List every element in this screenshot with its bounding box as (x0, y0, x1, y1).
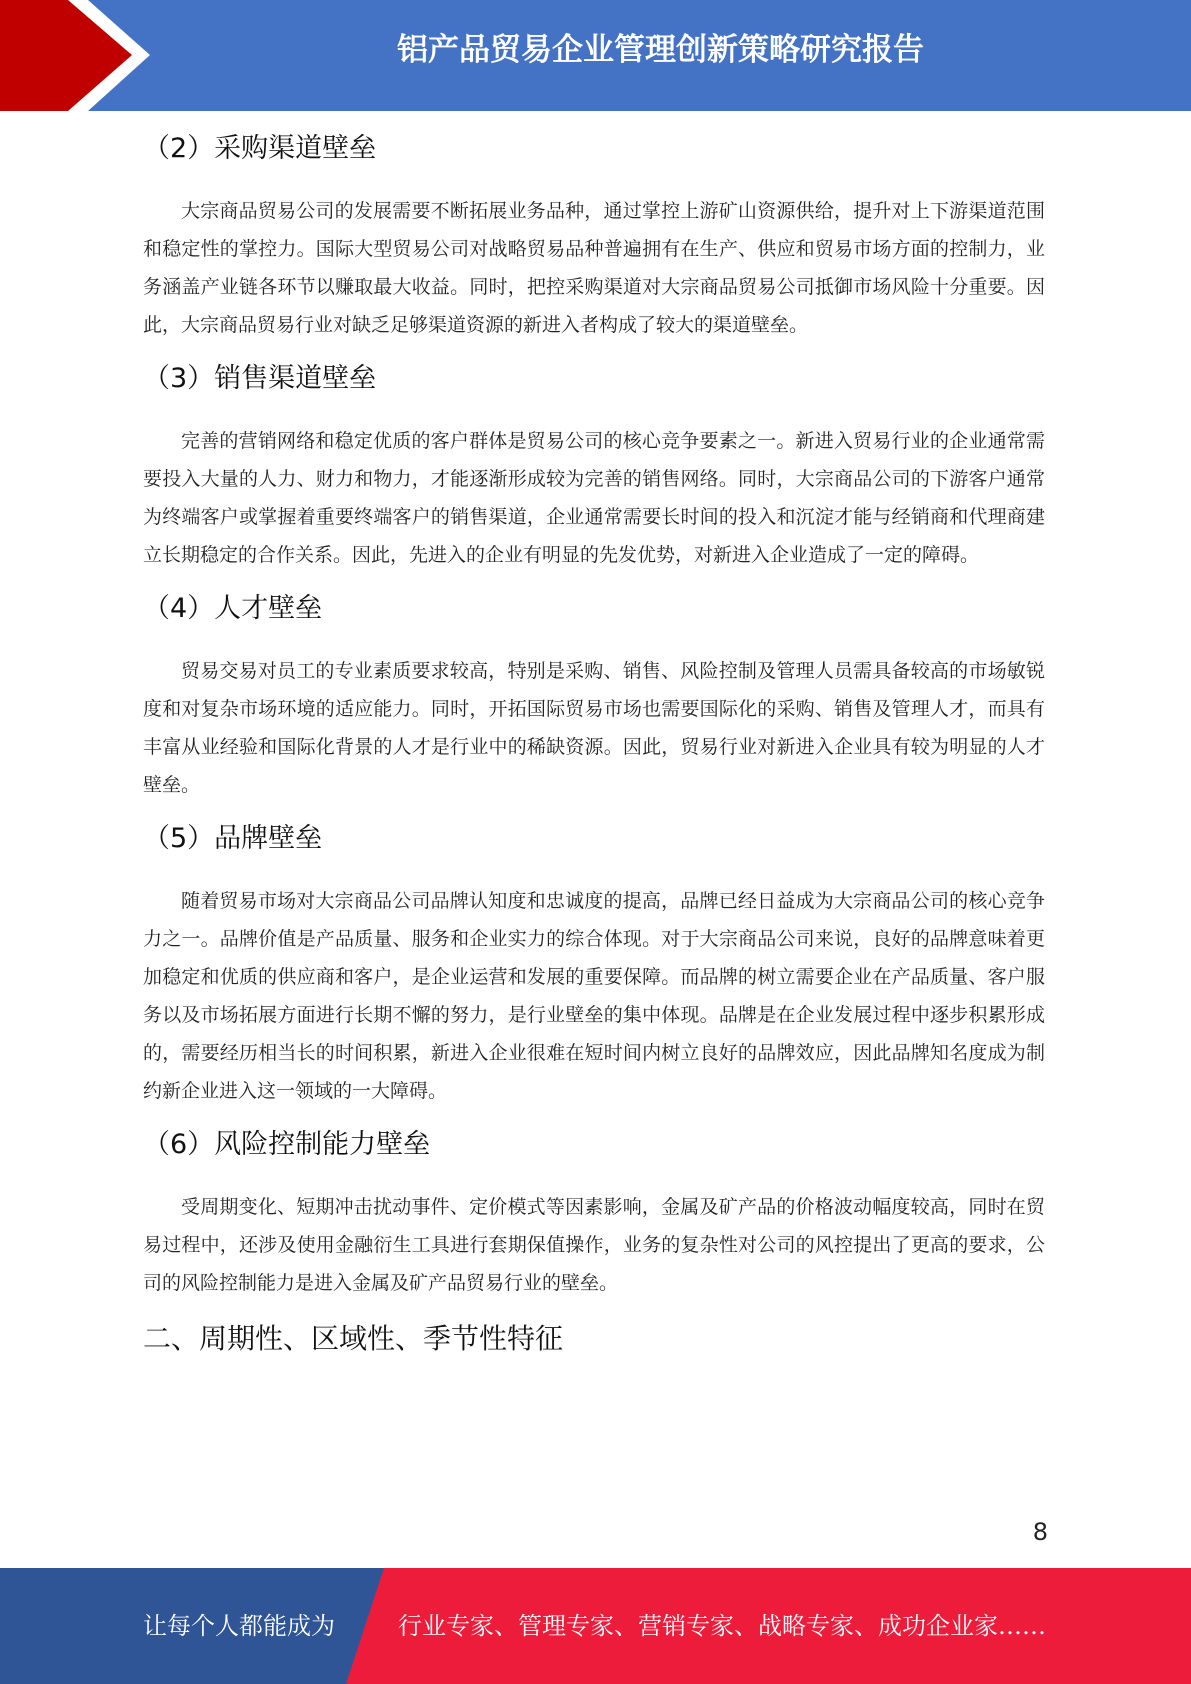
page-footer (0, 1568, 1191, 1684)
subsection-heading: （6）风险控制能力壁垒 (143, 1129, 431, 1160)
page-number: 8 (1032, 1518, 1048, 1546)
subsection-heading: （3）销售渠道壁垒 (143, 363, 377, 394)
subsection-heading: （5）品牌壁垒 (143, 823, 323, 854)
body-paragraph: 完善的营销网络和稳定优质的客户群体是贸易公司的核心竞争要素之一。新进入贸易行业的企业通常需要投入大量的人力、财力和物力，才能逐渐形成较为完善的销售网络。同时，大宗商品公司的下游客户通常为终端客户或掌握着重要终端客户的销售渠道，企业通常需要长时间的投入和沉淀才能与经销商和代理商建立长期稳定的合作关系。因此，先进入的企业有明显的先发优势，对新进入企业造成了一定的障碍。 (143, 430, 1045, 566)
footer-slogan-left: 让每个人都能成为 (143, 1612, 335, 1640)
body-paragraph: 贸易交易对员工的专业素质要求较高，特别是采购、销售、风险控制及管理人员需具备较高的市场敏锐度和对复杂市场环境的适应能力。同时，开拓国际贸易市场也需要国际化的采购、销售及管理人才，而具有丰富从业经验和国际化背景的人才是行业中的稀缺资源。因此，贸易行业对新进入企业具有较为明显的人才壁垒。 (143, 660, 1045, 796)
subsection-heading: （2）采购渠道壁垒 (143, 133, 377, 164)
main-content (143, 124, 1045, 1364)
subsection-heading: （4）人才壁垒 (143, 593, 323, 624)
body-paragraph: 受周期变化、短期冲击扰动事件、定价模式等因素影响，金属及矿产品的价格波动幅度较高，同时在贸易过程中，还涉及使用金融衍生工具进行套期保值操作，业务的复杂性对公司的风控提出了更高的要求，公司的风险控制能力是进入金属及矿产品贸易行业的壁垒。 (143, 1196, 1045, 1294)
footer-slogan-right: 行业专家、管理专家、营销专家、战略专家、成功企业家…… (398, 1612, 1046, 1640)
body-paragraph: 大宗商品贸易公司的发展需要不断拓展业务品种，通过掌控上游矿山资源供给，提升对上下游渠道范围和稳定性的掌控力。国际大型贸易公司对战略贸易品种普遍拥有在生产、供应和贸易市场方面的控制力，业务涵盖产业链各环节以赚取最大收益。同时，把控采购渠道对大宗商品贸易公司抵御市场风险十分重要。因此，大宗商品贸易行业对缺乏足够渠道资源的新进入者构成了较大的渠道壁垒。 (143, 200, 1045, 336)
body-paragraph: 随着贸易市场对大宗商品公司品牌认知度和忠诚度的提高，品牌已经日益成为大宗商品公司的核心竞争力之一。品牌价值是产品质量、服务和企业实力的综合体现。对于大宗商品公司来说，良好的品牌意味着更加稳定和优质的供应商和客户，是企业运营和发展的重要保障。而品牌的树立需要企业在产品质量、客户服务以及市场拓展方面进行长期不懈的努力，是行业壁垒的集中体现。品牌是在企业发展过程中逐步积累形成的，需要经历相当长的时间积累，新进入企业很难在短时间内树立良好的品牌效应，因此品牌知名度成为制约新企业进入这一领域的一大障碍。 (143, 890, 1045, 1102)
report-title: 铝产品贸易企业管理创新策略研究报告 (397, 32, 924, 68)
page-header (0, 0, 1191, 111)
section-heading: 二、周期性、区域性、季节性特征 (143, 1322, 564, 1355)
